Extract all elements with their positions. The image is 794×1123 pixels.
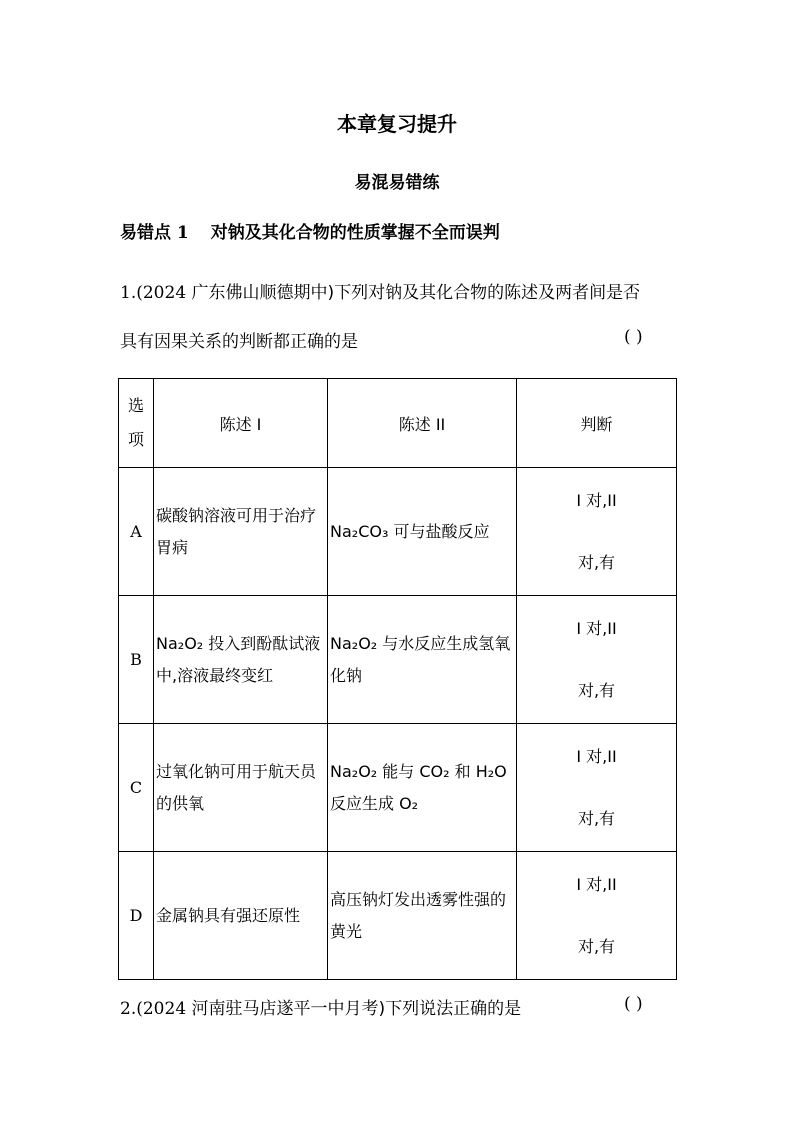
row-statement-1: Na₂O₂ 投入到酚酞试液中,溶液最终变红: [154, 596, 328, 724]
question-2-number: 2.: [120, 999, 137, 1019]
section-text: 对钠及其化合物的性质掌握不全而误判: [210, 223, 500, 243]
question-1-source-place: 广东佛山顺德期中): [191, 283, 335, 303]
table-row: [119, 468, 677, 596]
header-statement-1: 陈述 I: [154, 379, 328, 468]
row-statement-2: Na₂O₂ 与水反应生成氢氧化钠: [328, 596, 517, 724]
table-row: [119, 724, 677, 852]
row-statement-1: 过氧化钠可用于航天员的供氧: [154, 724, 328, 852]
header-statement-2: 陈述 II: [328, 379, 517, 468]
question-1-answer-paren: ( ): [624, 327, 643, 347]
row-statement-2: Na₂CO₃ 可与盐酸反应: [328, 468, 517, 596]
question-1-line-1: [120, 278, 640, 303]
question-1-number: 1.: [120, 283, 137, 303]
question-2-source-year: (2024: [136, 999, 187, 1019]
table-row: [119, 852, 677, 980]
page-title: 本章复习提升: [337, 112, 457, 136]
row-option: C: [119, 724, 154, 852]
row-option: A: [119, 468, 154, 596]
row-statement-2: 高压钠灯发出透雾性强的黄光: [328, 852, 517, 980]
page-subtitle: 易混易错练: [354, 173, 440, 193]
question-1-stem-line-2: 具有因果关系的判断都正确的是: [120, 332, 358, 352]
row-judgement: I 对,II 对,有: [517, 724, 677, 852]
row-statement-1: 金属钠具有强还原性: [154, 852, 328, 980]
question-2-answer-paren: ( ): [624, 994, 643, 1014]
question-2-stem: 下列说法正确的是: [385, 999, 522, 1019]
row-option: B: [119, 596, 154, 724]
question-1-stem-line-1: 下列对钠及其化合物的陈述及两者间是否: [334, 283, 641, 303]
question-2-source-place: 河南驻马店遂平一中月考): [191, 999, 386, 1019]
row-option: D: [119, 852, 154, 980]
section-heading: [120, 218, 500, 243]
question-2-line: [120, 994, 521, 1019]
header-judgement: 判断: [517, 379, 677, 468]
options-table: [118, 378, 677, 980]
table-row: [119, 596, 677, 724]
header-option: 选 项: [119, 379, 154, 468]
section-label: 易错点 1: [120, 223, 189, 243]
row-statement-2: Na₂O₂ 能与 CO₂ 和 H₂O 反应生成 O₂: [328, 724, 517, 852]
row-judgement: I 对,II 对,有: [517, 852, 677, 980]
row-statement-1: 碳酸钠溶液可用于治疗胃病: [154, 468, 328, 596]
table-header-row: [119, 379, 677, 468]
question-1-source-year: (2024: [136, 283, 187, 303]
row-judgement: I 对,II 对,有: [517, 596, 677, 724]
row-judgement: I 对,II 对,有: [517, 468, 677, 596]
